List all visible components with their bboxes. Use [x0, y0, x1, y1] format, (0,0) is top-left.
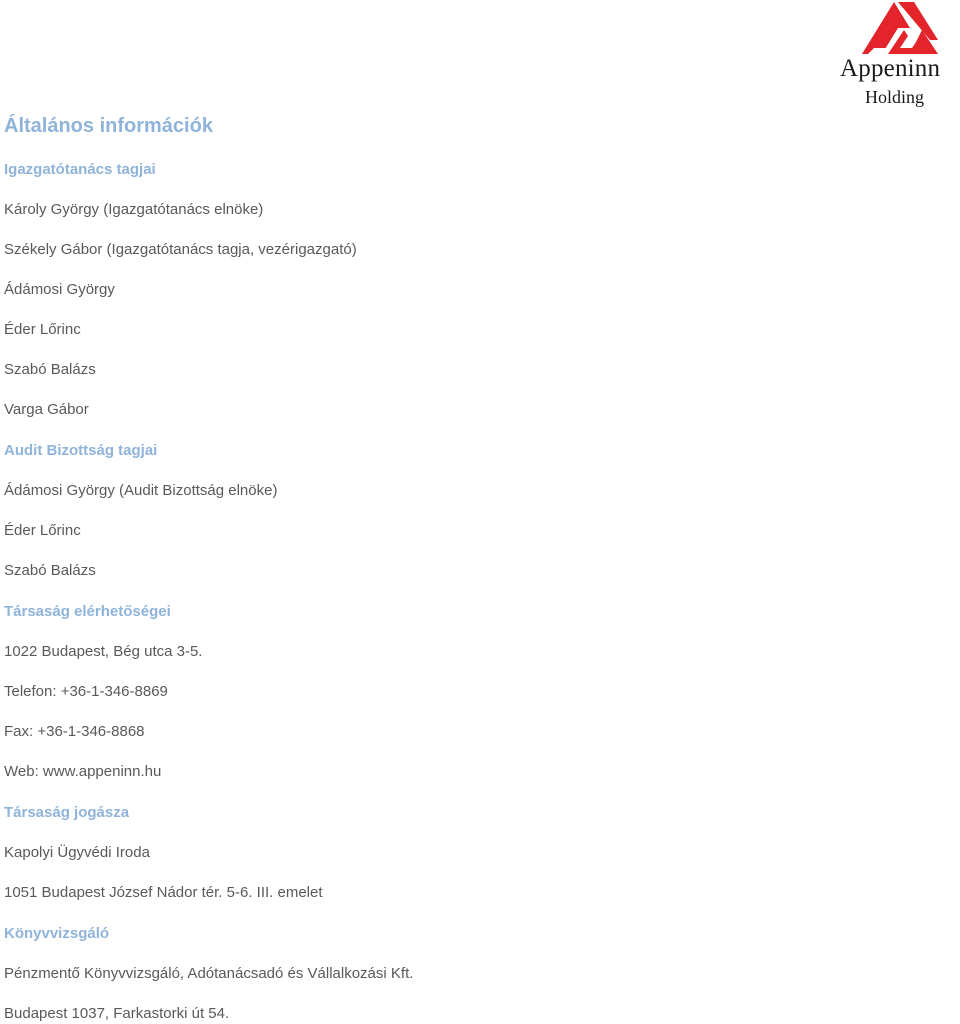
company-address: 1022 Budapest, Bég utca 3-5. — [4, 643, 203, 660]
board-member: Szabó Balázs — [4, 361, 96, 378]
section-heading-board: Igazgatótanács tagjai — [4, 161, 156, 178]
audit-committee-member: Szabó Balázs — [4, 562, 96, 579]
section-heading-lawyer: Társaság jogásza — [4, 804, 130, 821]
auditor-address: Budapest 1037, Farkastorki út 54. — [4, 1005, 230, 1022]
mountain-logo-icon — [838, 0, 960, 56]
section-heading-audit-committee: Audit Bizottság tagjai — [4, 442, 158, 459]
company-web: Web: www.appeninn.hu — [4, 763, 162, 780]
company-phone: Telefon: +36-1-346-8869 — [4, 683, 168, 700]
section-heading-contacts: Társaság elérhetőségei — [4, 603, 171, 620]
section-heading-auditor: Könyvvizsgáló — [4, 925, 110, 942]
board-member: Ádámosi György — [4, 281, 115, 298]
company-logo — [838, 0, 960, 112]
board-member: Székely Gábor (Igazgatótanács tagja, vezérigazgató) — [4, 241, 357, 258]
logo-subtitle: Holding — [865, 87, 925, 107]
lawyer-address: 1051 Budapest József Nádor tér. 5-6. III. emelet — [4, 884, 323, 901]
board-member: Éder Lőrinc — [4, 321, 81, 338]
board-member: Varga Gábor — [4, 401, 89, 418]
auditor-name: Pénzmentő Könyvvizsgáló, Adótanácsadó és Vállalkozási Kft. — [4, 965, 414, 982]
company-fax: Fax: +36-1-346-8868 — [4, 723, 145, 740]
audit-committee-member: Ádámosi György (Audit Bizottság elnöke) — [4, 482, 278, 499]
page-title: Általános információk — [4, 115, 213, 137]
board-member: Károly György (Igazgatótanács elnöke) — [4, 201, 264, 218]
lawyer-name: Kapolyi Ügyvédi Iroda — [4, 844, 150, 861]
audit-committee-member: Éder Lőrinc — [4, 522, 81, 539]
logo-name: Appeninn — [840, 55, 941, 82]
